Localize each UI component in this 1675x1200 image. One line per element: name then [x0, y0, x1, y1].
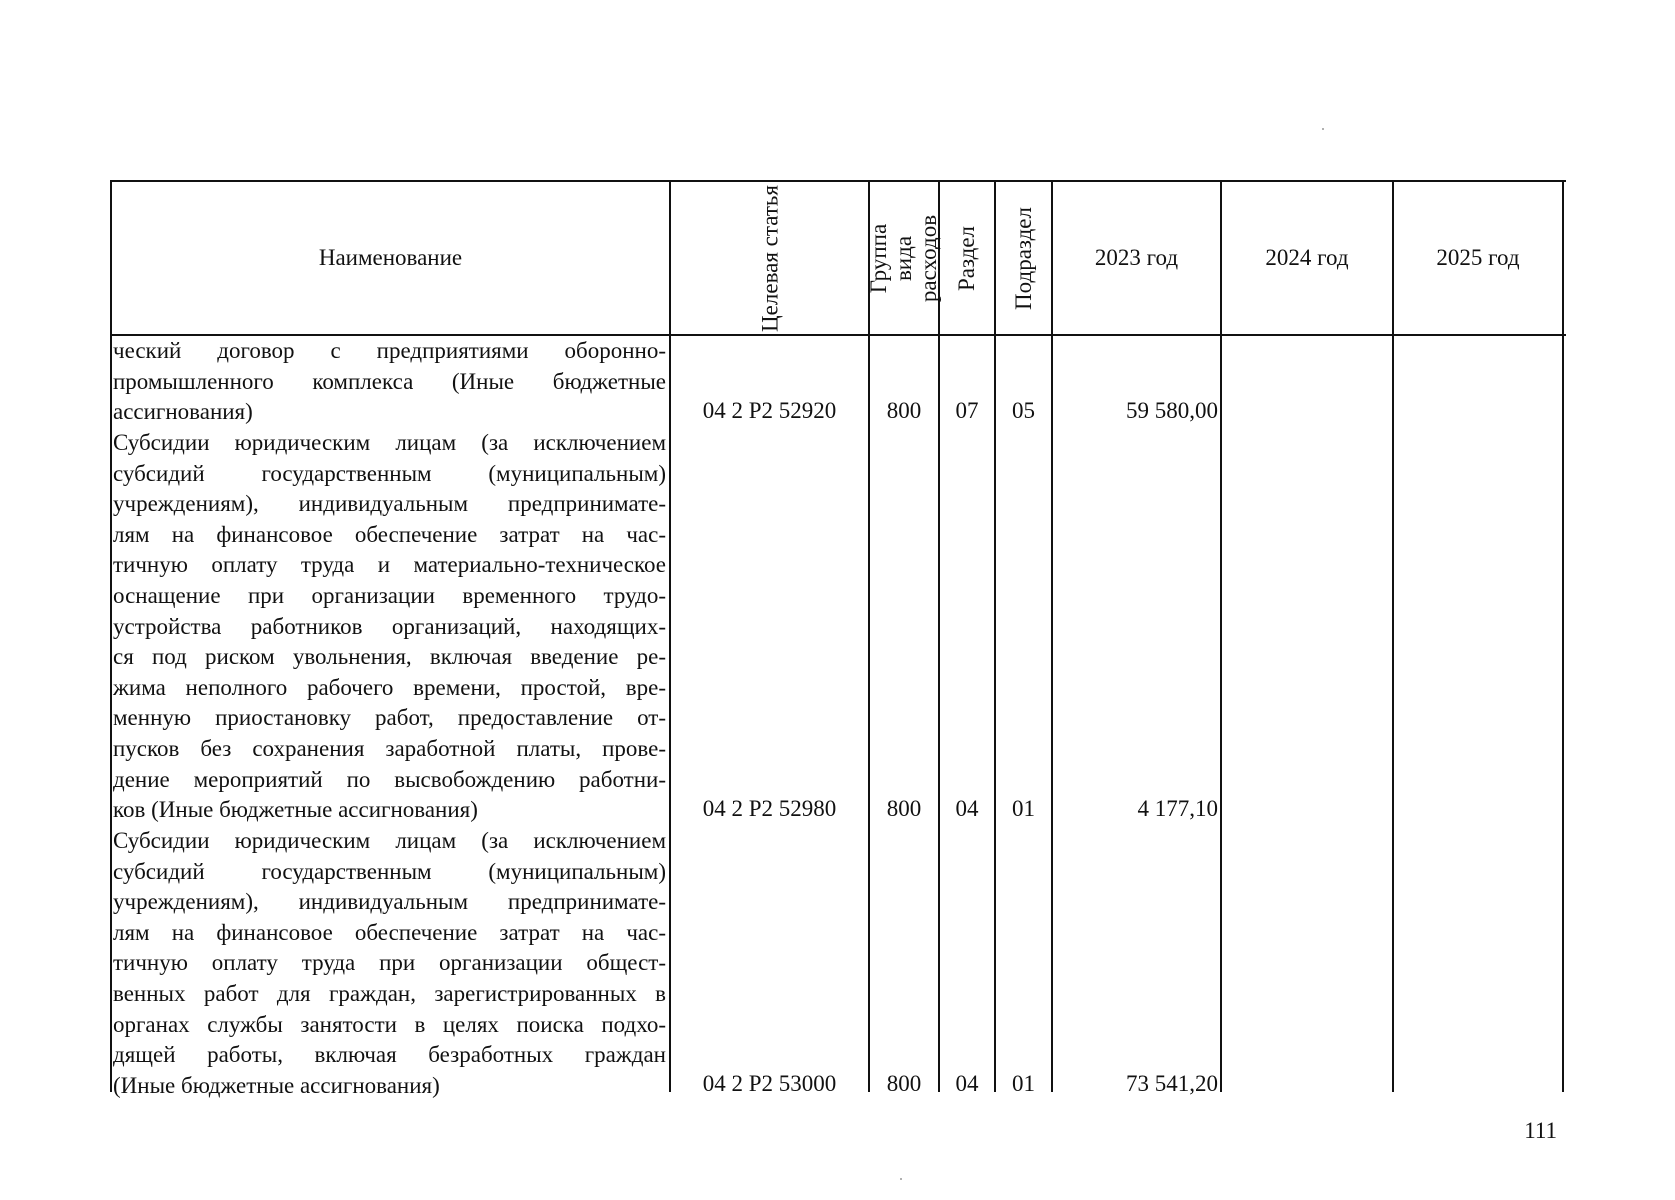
row-2-line-6: оснащение при организации временного трудо-	[113, 582, 666, 608]
row-3-line-1: Субсидии юридическим лицам (за исключением	[113, 828, 666, 853]
row-2-line-11: пусков без сохранения заработной платы, прове-	[113, 735, 666, 761]
row-3-subsection: 01	[1012, 1071, 1035, 1096]
col-line-right	[1562, 180, 1564, 1092]
header-2023-text: 2023 год	[1094, 245, 1179, 270]
row-1-code: 04 2 P2 52920	[702, 398, 837, 423]
row-2-group: 800	[886, 796, 922, 821]
row-3-section: 04	[955, 1071, 979, 1096]
row-3-line-5: тичную оплату труда при организации общест-	[113, 950, 666, 976]
header-target-article-text: Целевая статья	[757, 184, 782, 332]
row-2-line-2: субсидий государственным (муниципальным)	[113, 460, 666, 486]
row-1-subsection: 05	[1012, 398, 1035, 423]
header-expense-group-text: Группа вида расходов	[866, 214, 942, 302]
row-3-code: 04 2 P2 53000	[702, 1071, 837, 1096]
header-subsection-text: Подраздел	[1011, 206, 1037, 310]
row-2-section: 04	[955, 796, 979, 821]
header-section-text: Раздел	[954, 225, 980, 291]
row-2-code: 04 2 P2 52980	[702, 796, 837, 821]
row-2-line-1: Субсидии юридическим лицам (за исключением	[113, 430, 666, 455]
row-2-description	[113, 428, 666, 826]
row-3-group: 800	[886, 1071, 922, 1096]
scan-speck	[900, 1178, 902, 1180]
row-3-line-9: (Иные бюджетные ассигнования)	[113, 1072, 440, 1098]
page-number: 111	[1524, 1118, 1557, 1143]
row-2-line-9: жима неполного рабочего времени, простой, вре-	[113, 674, 666, 700]
row-3-line-3: учреждениям), индивидуальным предпринимате-	[113, 889, 666, 915]
row-1-section: 07	[955, 398, 979, 423]
row-3-line-7: органах службы занятости в целях поиска подхо-	[113, 1011, 666, 1037]
header-expense-group	[866, 182, 942, 334]
row-1-group: 800	[886, 398, 922, 423]
row-2-line-13: ков (Иные бюджетные ассигнования)	[113, 797, 478, 823]
row-2-line-5: тичную оплату труда и материально-техническое	[113, 552, 666, 578]
row-2-line-4: лям на финансовое обеспечение затрат на час-	[113, 521, 666, 547]
row-3-description	[113, 826, 666, 1101]
row-3-line-2: субсидий государственным (муниципальным)	[113, 858, 666, 884]
row-1-2023: 59 580,00	[1126, 398, 1218, 423]
row-2-line-12: дение мероприятий по высвобождению работни-	[113, 766, 666, 792]
header-name-text: Наименование	[318, 245, 463, 270]
row-3-line-6: венных работ для граждан, зарегистрированных в	[113, 980, 666, 1006]
header-2025	[1394, 182, 1562, 334]
row-2-line-8: ся под риском увольнения, включая введение ре-	[113, 644, 666, 670]
row-1-line-1: ческий договор с предприятиями оборонно-	[113, 338, 666, 363]
row-2-line-10: менную приостановку работ, предоставление от-	[113, 705, 666, 731]
row-1-description	[113, 336, 666, 428]
header-2023	[1053, 182, 1220, 334]
header-2024	[1222, 182, 1392, 334]
header-section	[940, 182, 994, 334]
header-target-article	[671, 182, 868, 334]
row-3-2023: 73 541,20	[1126, 1071, 1218, 1096]
header-name	[112, 182, 669, 334]
row-2-line-3: учреждениям), индивидуальным предпринимате-	[113, 491, 666, 517]
row-1-line-3: ассигнования)	[113, 399, 253, 425]
row-2-subsection: 01	[1012, 796, 1035, 821]
header-subsection	[996, 182, 1051, 334]
row-2-line-7: устройства работников организаций, находящих-	[113, 613, 666, 639]
scan-speck	[1322, 128, 1324, 130]
row-3-line-8: дящей работы, включая безработных граждан	[113, 1042, 666, 1068]
row-1-line-2: промышленного комплекса (Иные бюджетные	[113, 368, 666, 394]
row-2-2023: 4 177,10	[1137, 796, 1218, 821]
header-2025-text: 2025 год	[1436, 245, 1520, 270]
row-3-line-4: лям на финансовое обеспечение затрат на час-	[113, 919, 666, 945]
header-2024-text: 2024 год	[1265, 245, 1349, 270]
